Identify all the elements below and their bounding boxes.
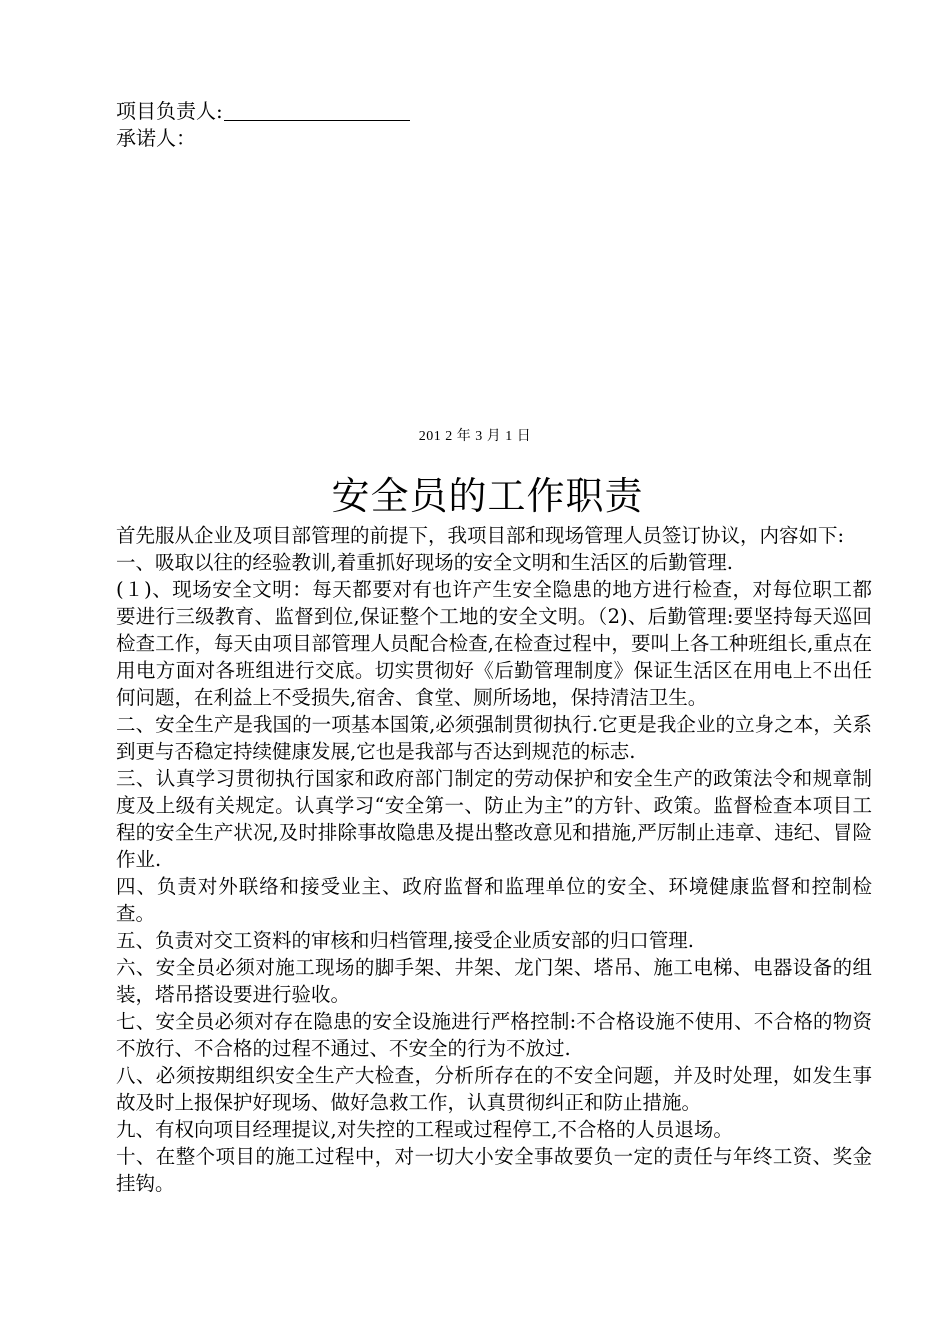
promisor-label: 承诺人： bbox=[116, 126, 196, 150]
paragraph-3: 三、认真学习贯彻执行国家和政府部门制定的劳动保护和安全生产的政策法令和规章制度及上级有关规定。认真学习“安全第一、防止为主”的方针、政策。监督检查本项目工程的安全生产状况,及时排除事故隐患及提出整改意见和措施,严厉制止违章、违纪、冒险作业. bbox=[116, 767, 872, 871]
paragraph-intro: 首先服从企业及项目部管理的前提下，我项目部和现场管理人员签订协议，内容如下: bbox=[116, 524, 845, 547]
document-date: 201 2 年 3 月 1 日 bbox=[418, 429, 532, 444]
document-body bbox=[116, 522, 872, 1197]
promisor-line bbox=[116, 125, 196, 151]
paragraph-1: 一、吸取以往的经验教训,着重抓好现场的安全文明和生活区的后勤管理. bbox=[116, 551, 733, 574]
project-lead-signature-line bbox=[116, 98, 410, 124]
paragraph-7: 七、安全员必须对存在隐患的安全设施进行严格控制:不合格设施不使用、不合格的物资不放行、不合格的过程不通过、不安全的行为不放过. bbox=[116, 1010, 872, 1060]
paragraph-5: 五、负责对交工资料的审核和归档管理,接受企业质安部的归口管理. bbox=[116, 929, 694, 952]
signature-blank bbox=[224, 98, 410, 121]
paragraph-10: 十、在整个项目的施工过程中，对一切大小安全事故要负一定的责任与年终工资、奖金挂钩。 bbox=[116, 1145, 872, 1195]
paragraph-4: 四、负责对外联络和接受业主、政府监督和监理单位的安全、环境健康监督和控制检查。 bbox=[116, 875, 872, 925]
paragraph-6: 六、安全员必须对施工现场的脚手架、井架、龙门架、塔吊、施工电梯、电器设备的组装，塔吊搭设要进行验收。 bbox=[116, 956, 872, 1006]
paragraph-2: 二、安全生产是我国的一项基本国策,必须强制贯彻执行.它更是我企业的立身之本，关系到更与否稳定持续健康发展,它也是我部与否达到规范的标志. bbox=[116, 713, 872, 763]
paragraph-8: 八、必须按期组织安全生产大检查，分析所存在的不安全问题，并及时处理，如发生事故及时上报保护好现场、做好急救工作，认真贯彻纠正和防止措施。 bbox=[116, 1064, 872, 1114]
document-title: 安全员的工作职责 bbox=[331, 474, 644, 518]
project-lead-label: 项目负责人: bbox=[116, 99, 223, 123]
paragraph-1-detail: (１)、现场安全文明：每天都要对有也许产生安全隐患的地方进行检查，对每位职工都要进行三级教育、监督到位,保证整个工地的安全文明。（2)、后勤管理:要坚持每天巡回检查工作，每天由项目部管理人员配合检查,在检查过程中，要叫上各工种班组长,重点在用电方面对各班组进行交底。切实贯彻好《后勤管理制度》保证生活区在用电上不出任何问题，在利益上不受损失,宿舍、食堂、厕所场地，保持清洁卫生。 bbox=[116, 578, 872, 709]
paragraph-9: 九、有权向项目经理提议,对失控的工程或过程停工,不合格的人员退场。 bbox=[116, 1118, 733, 1141]
